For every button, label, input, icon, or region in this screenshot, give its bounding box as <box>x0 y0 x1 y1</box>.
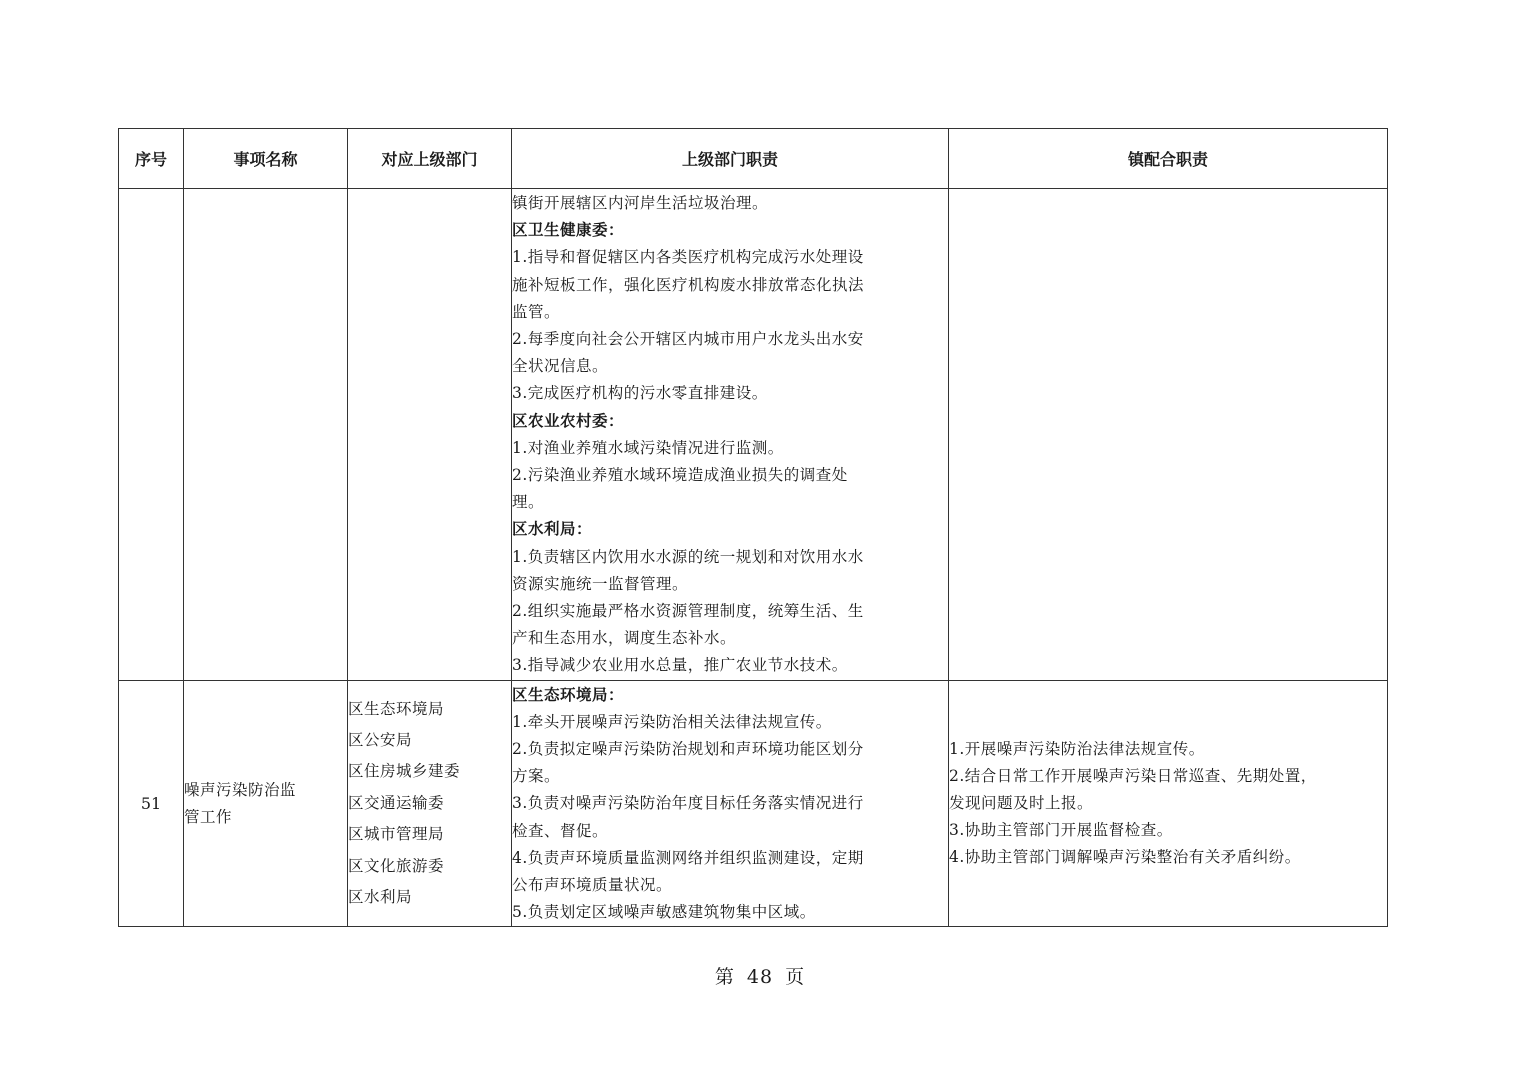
town-duty-line: 1.开展噪声污染防治法律法规宣传。 <box>949 739 1205 758</box>
seq-number: 51 <box>140 794 162 814</box>
header-item-name: 事项名称 <box>184 129 348 189</box>
duty-line: 3.指导减少农业用水总量，推广农业节水技术。 <box>512 656 848 675</box>
item-name-line: 噪声污染防治监 <box>184 780 297 799</box>
header-superior-department: 对应上级部门 <box>348 129 512 189</box>
department-item: 区文化旅游委 <box>348 856 445 875</box>
department-heading: 区水利局： <box>512 520 593 539</box>
department-item: 区城市管理局 <box>348 825 445 844</box>
department-heading: 区农业农村委： <box>512 411 625 430</box>
page-number: 48 <box>746 966 774 988</box>
page-footer <box>0 962 1520 989</box>
department-item: 区水利局 <box>348 888 413 907</box>
duty-line: 3.完成医疗机构的污水零直排建设。 <box>512 384 768 403</box>
department-item: 区住房城乡建委 <box>348 762 461 781</box>
duty-line: 全状况信息。 <box>512 357 609 376</box>
duty-line: 4.负责声环境质量监测网络并组织监测建设，定期 <box>512 848 864 867</box>
table-header-row <box>119 129 1388 189</box>
duty-line: 产和生态用水，调度生态补水。 <box>512 629 737 648</box>
department-item: 区公安局 <box>348 731 413 750</box>
duty-line: 镇街开展辖区内河岸生活垃圾治理。 <box>512 194 769 212</box>
department-cell <box>348 189 512 681</box>
duties-table <box>118 128 1388 927</box>
department-cell <box>348 680 512 927</box>
page-footer-prefix: 第 <box>714 966 735 988</box>
duty-line: 检查、督促。 <box>512 821 609 840</box>
department-heading: 区卫生健康委： <box>512 221 625 240</box>
duty-line: 公布声环境质量状况。 <box>512 876 673 895</box>
duty-line: 方案。 <box>512 767 561 786</box>
department-item: 区交通运输委 <box>348 793 445 812</box>
page-footer-suffix: 页 <box>785 966 806 988</box>
duty-line: 监管。 <box>512 302 561 321</box>
seq-cell <box>119 680 184 927</box>
department-item: 区生态环境局 <box>348 699 445 718</box>
town-duty-line: 发现问题及时上报。 <box>949 793 1094 812</box>
header-town-duties: 镇配合职责 <box>949 129 1388 189</box>
item-name-line: 管工作 <box>184 807 233 826</box>
town-duties-cell <box>949 680 1388 927</box>
town-duty-line: 4.协助主管部门调解噪声污染整治有关矛盾纠纷。 <box>949 848 1301 867</box>
duty-line: 施补短板工作，强化医疗机构废水排放常态化执法 <box>512 275 865 294</box>
duty-line: 2.组织实施最严格水资源管理制度，统筹生活、生 <box>512 602 864 621</box>
duty-line: 1.指导和督促辖区内各类医疗机构完成污水处理设 <box>512 248 864 267</box>
duty-line: 2.每季度向社会公开辖区内城市用户水龙头出水安 <box>512 330 864 349</box>
table-body <box>119 189 1388 927</box>
duty-line: 3.负责对噪声污染防治年度目标任务落实情况进行 <box>512 794 864 813</box>
superior-duties-cell <box>512 189 949 681</box>
town-duty-line: 3.协助主管部门开展监督检查。 <box>949 821 1173 840</box>
department-heading: 区生态环境局： <box>512 685 625 704</box>
duty-line: 1.牵头开展噪声污染防治相关法律法规宣传。 <box>512 712 832 731</box>
duty-line: 2.负责拟定噪声污染防治规划和声环境功能区划分 <box>512 740 864 759</box>
town-duties-cell <box>949 189 1388 681</box>
duty-line: 1.负责辖区内饮用水水源的统一规划和对饮用水水 <box>512 547 864 566</box>
town-duty-line: 2.结合日常工作开展噪声污染日常巡查、先期处置， <box>949 766 1317 785</box>
table-row <box>119 680 1388 927</box>
table-row <box>119 189 1388 681</box>
duty-line: 5.负责划定区域噪声敏感建筑物集中区域。 <box>512 903 816 922</box>
duty-line: 2.污染渔业养殖水域环境造成渔业损失的调查处 <box>512 466 848 485</box>
duty-line: 1.对渔业养殖水域污染情况进行监测。 <box>512 438 784 457</box>
item-name-cell <box>184 680 348 927</box>
item-name-cell <box>184 189 348 681</box>
superior-duties-cell <box>512 680 949 927</box>
duty-line: 资源实施统一监督管理。 <box>512 574 689 593</box>
duty-line: 理。 <box>512 493 545 512</box>
seq-cell <box>119 189 184 681</box>
header-superior-duties: 上级部门职责 <box>512 129 949 189</box>
header-seq: 序号 <box>119 129 184 189</box>
